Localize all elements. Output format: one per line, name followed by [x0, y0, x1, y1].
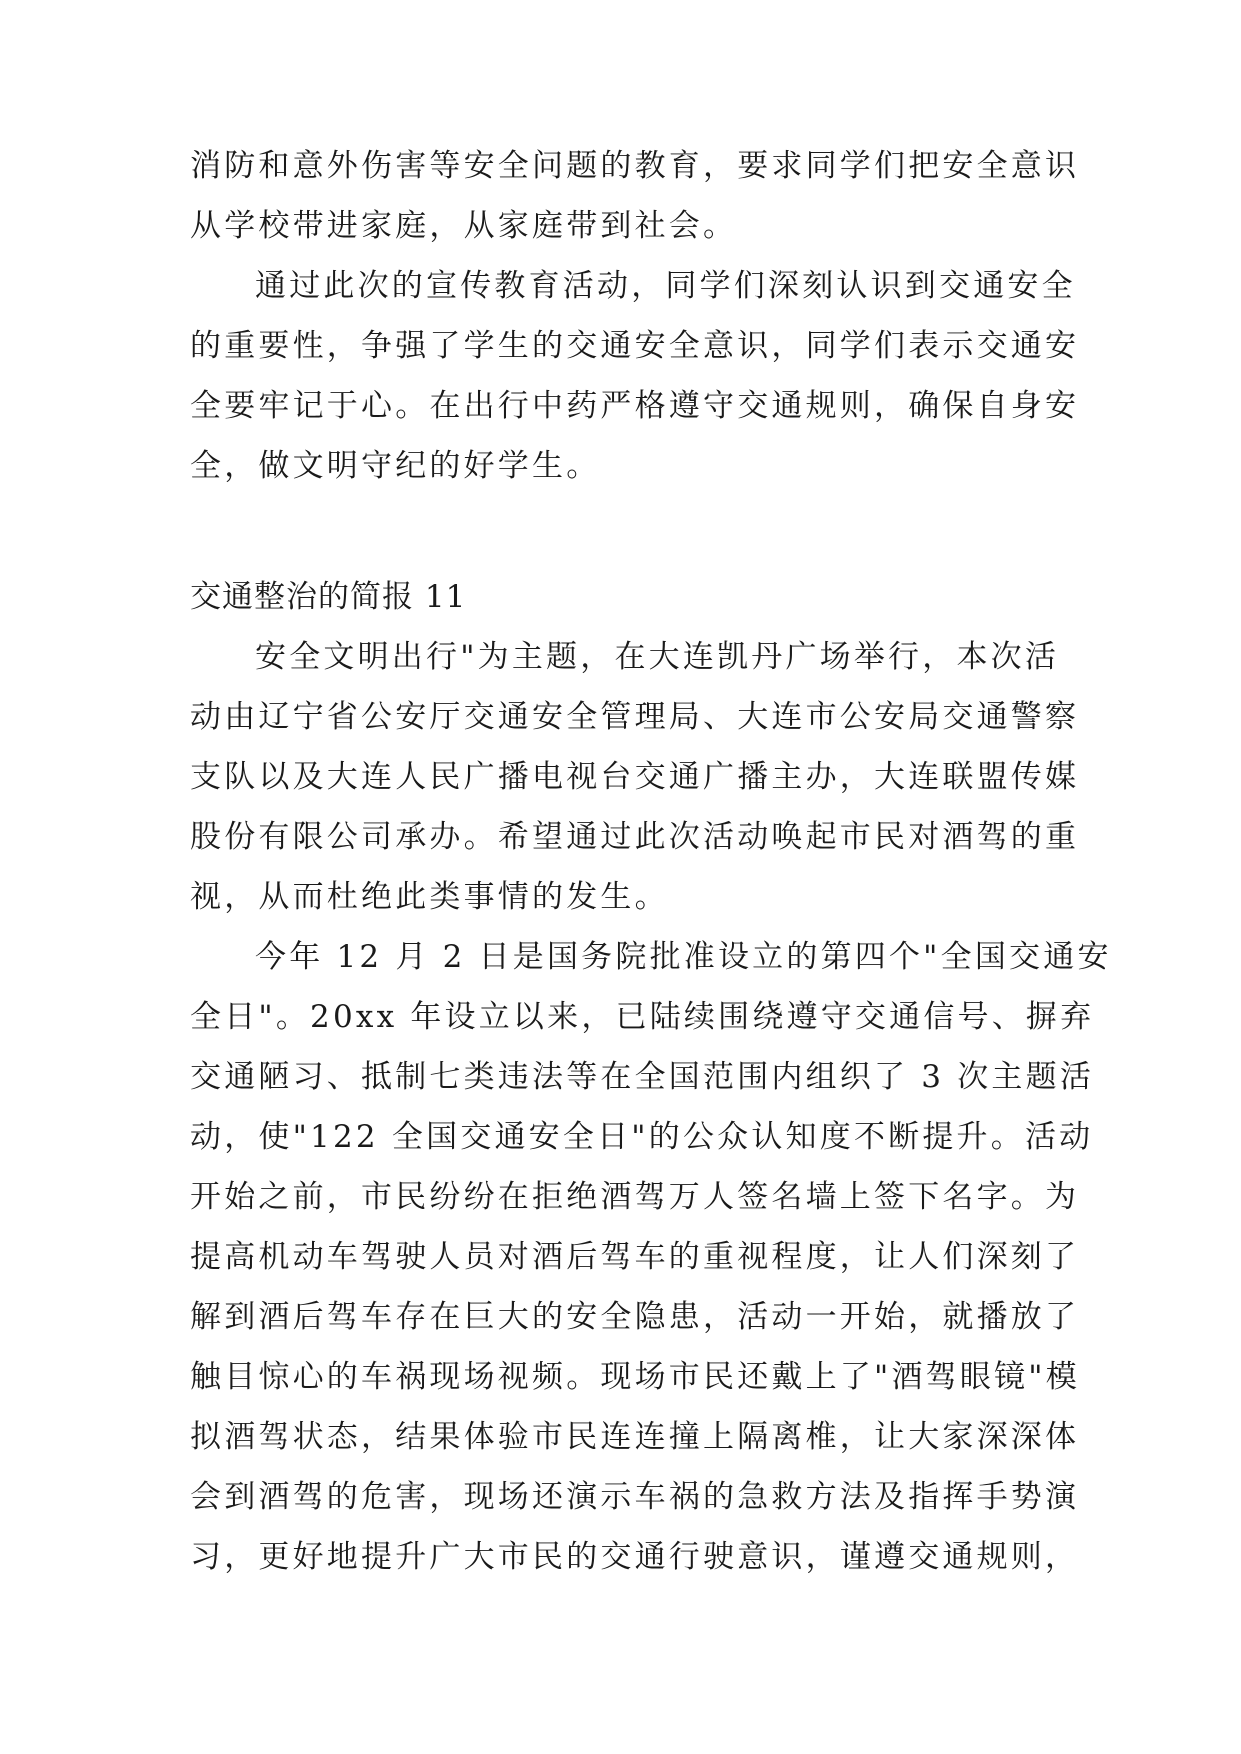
paragraph-3-line-5: 视，从而杜绝此类事情的发生。 — [190, 879, 669, 915]
paragraph-3-line-1: 安全文明出行"为主题，在大连凯丹广场举行，本次活 — [255, 639, 1060, 675]
paragraph-4-line-4: 动，使"122 全国交通安全日"的公众认知度不断提升。活动 — [190, 1119, 1094, 1155]
paragraph-4-line-1: 今年 12 月 2 日是国务院批准设立的第四个"全国交通安 — [255, 939, 1112, 975]
paragraph-2-line-4: 全，做文明守纪的好学生。 — [190, 448, 601, 484]
paragraph-4-line-11: 习，更好地提升广大市民的交通行驶意识，谨遵交通规则， — [190, 1539, 1080, 1575]
paragraph-2-line-1: 通过此次的宣传教育活动，同学们深刻认识到交通安全 — [255, 268, 1076, 304]
paragraph-4-line-3: 交通陋习、抵制七类违法等在全国范围内组织了 3 次主题活 — [190, 1059, 1095, 1095]
paragraph-4-line-8: 触目惊心的车祸现场视频。现场市民还戴上了"酒驾眼镜"模 — [190, 1359, 1080, 1395]
paragraph-4-line-9: 拟酒驾状态，结果体验市民连连撞上隔离椎，让大家深深体 — [190, 1419, 1080, 1455]
paragraph-4-line-6: 提高机动车驾驶人员对酒后驾车的重视程度，让人们深刻了 — [190, 1239, 1080, 1275]
paragraph-2-line-2: 的重要性，争强了学生的交通安全意识，同学们表示交通安 — [190, 328, 1080, 364]
paragraph-3-line-2: 动由辽宁省公安厅交通安全管理局、大连市公安局交通警察 — [190, 699, 1080, 735]
paragraph-1-line-1: 消防和意外伤害等安全问题的教育，要求同学们把安全意识 — [190, 148, 1080, 184]
paragraph-4-line-10: 会到酒驾的危害，现场还演示车祸的急救方法及指挥手势演 — [190, 1479, 1080, 1515]
paragraph-3-line-4: 股份有限公司承办。希望通过此次活动唤起市民对酒驾的重 — [190, 819, 1080, 855]
paragraph-3-line-3: 支队以及大连人民广播电视台交通广播主办，大连联盟传媒 — [190, 759, 1080, 795]
paragraph-1-line-2: 从学校带进家庭，从家庭带到社会。 — [190, 208, 738, 244]
paragraph-4-line-2: 全日"。20xx 年设立以来，已陆续围绕遵守交通信号、摒弃 — [190, 999, 1095, 1035]
section-heading: 交通整治的简报 11 — [190, 579, 467, 615]
paragraph-4-line-7: 解到酒后驾车存在巨大的安全隐患，活动一开始，就播放了 — [190, 1299, 1080, 1335]
paragraph-2-line-3: 全要牢记于心。在出行中药严格遵守交通规则，确保自身安 — [190, 388, 1080, 424]
paragraph-4-line-5: 开始之前，市民纷纷在拒绝酒驾万人签名墙上签下名字。为 — [190, 1179, 1080, 1215]
